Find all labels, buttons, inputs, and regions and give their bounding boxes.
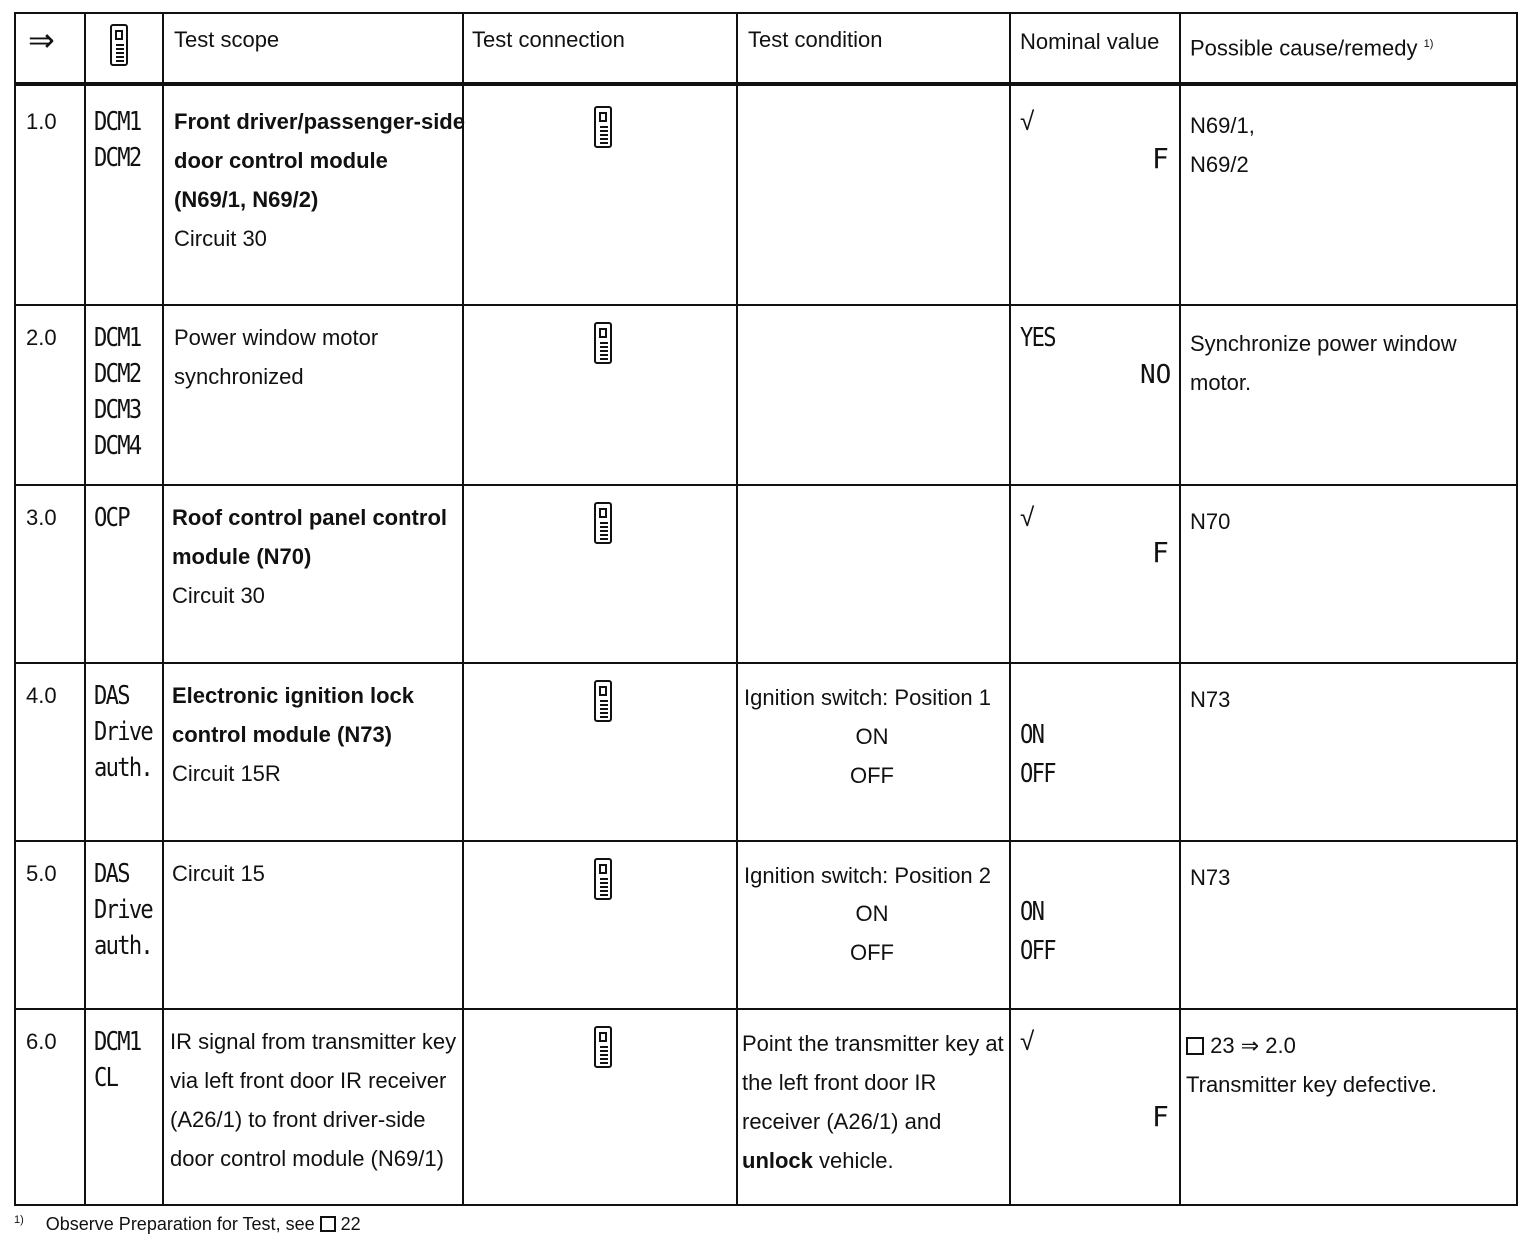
display-code: OCP — [94, 503, 129, 533]
step-number: 1.0 — [26, 109, 57, 134]
possible-cause: N69/1, N69/2 — [1190, 113, 1255, 177]
nominal-check: √ — [1020, 502, 1035, 532]
possible-cause: N70 — [1190, 509, 1231, 534]
test-condition: Ignition switch: Position 1 — [744, 685, 992, 710]
nominal-fault: F — [1152, 536, 1169, 569]
step-number: 6.0 — [26, 1029, 57, 1054]
nominal-fault: F — [1152, 142, 1169, 175]
test-table — [14, 12, 1518, 1206]
step-number: 5.0 — [26, 861, 57, 886]
condition-off: OFF — [850, 940, 894, 965]
nominal-yes: YES — [1020, 323, 1055, 353]
possible-cause: N73 — [1190, 687, 1231, 712]
nominal-off: OFF — [1020, 759, 1055, 789]
display-code: DAS Drive auth. — [94, 859, 153, 961]
test-scope-title: Electronic ignition lock control module (N73) — [172, 683, 415, 747]
display-code: DCM1 DCM2 — [94, 107, 141, 173]
header-nominal-value: Nominal value — [1020, 29, 1160, 54]
arrow-icon: ⇒ — [28, 22, 55, 58]
test-condition: Point the transmitter key at the left front door IR receiver (A26/1) and unlock vehicle. — [742, 1031, 1004, 1173]
condition-on: ON — [855, 901, 889, 926]
header-possible-cause: Possible cause/remedy $^{1)}$ — [1190, 35, 1434, 61]
nominal-off: OFF — [1020, 936, 1055, 966]
test-scope-title: Roof control panel control module (N70) — [172, 505, 447, 569]
nominal-on: ON — [1020, 897, 1044, 927]
tester-icon — [594, 106, 612, 148]
test-scope-title: Front driver/passenger-side door control module (N69/1, N69/2) — [174, 109, 465, 212]
possible-cause: Synchronize power window motor. — [1190, 331, 1457, 395]
tester-icon — [110, 24, 128, 66]
test-scope-circuit: Circuit 15 — [172, 861, 265, 886]
possible-cause: N73 — [1190, 865, 1231, 890]
page-ref-box-icon — [1186, 1037, 1204, 1055]
nominal-fault: F — [1152, 1100, 1169, 1133]
nominal-check: √ — [1020, 106, 1035, 136]
step-number: 3.0 — [26, 505, 57, 530]
test-scope-circuit: Circuit 30 — [172, 583, 265, 608]
cause-reference: 23 ⇒ 2.0 — [1186, 1026, 1296, 1065]
display-code: DAS Drive auth. — [94, 681, 153, 783]
condition-off: OFF — [850, 763, 894, 788]
nominal-check: √ — [1020, 1026, 1035, 1056]
test-scope-text: IR signal from transmitter key via left front door IR receiver (A26/1) to front driver-side door control module (N69/1) — [170, 1029, 457, 1171]
test-scope-circuit: Circuit 30 — [174, 226, 267, 251]
display-code: DCM1 CL — [94, 1027, 141, 1093]
nominal-on: ON — [1020, 720, 1044, 750]
test-scope-text: Power window motor synchronized — [174, 325, 379, 389]
nominal-no: NO — [1140, 360, 1172, 390]
test-condition: Ignition switch: Position 2 — [744, 863, 992, 888]
page-ref-box-icon — [320, 1216, 336, 1232]
header-test-connection: Test connection — [472, 27, 625, 52]
tester-icon — [594, 680, 612, 722]
tester-icon — [594, 322, 612, 364]
test-scope-circuit: Circuit 15R — [172, 761, 281, 786]
footnote: $^{1)}$ Observe Preparation for Test, see 22 — [14, 1214, 361, 1234]
tester-icon — [594, 1026, 612, 1068]
step-number: 4.0 — [26, 683, 57, 708]
tester-icon — [594, 858, 612, 900]
header-test-scope: Test scope — [174, 27, 280, 52]
condition-on: ON — [855, 724, 889, 749]
tester-icon — [594, 502, 612, 544]
header-test-condition: Test condition — [748, 27, 883, 52]
step-number: 2.0 — [26, 325, 57, 350]
display-code: DCM1 DCM2 DCM3 DCM4 — [94, 323, 141, 461]
possible-cause: Transmitter key defective. — [1186, 1072, 1438, 1097]
